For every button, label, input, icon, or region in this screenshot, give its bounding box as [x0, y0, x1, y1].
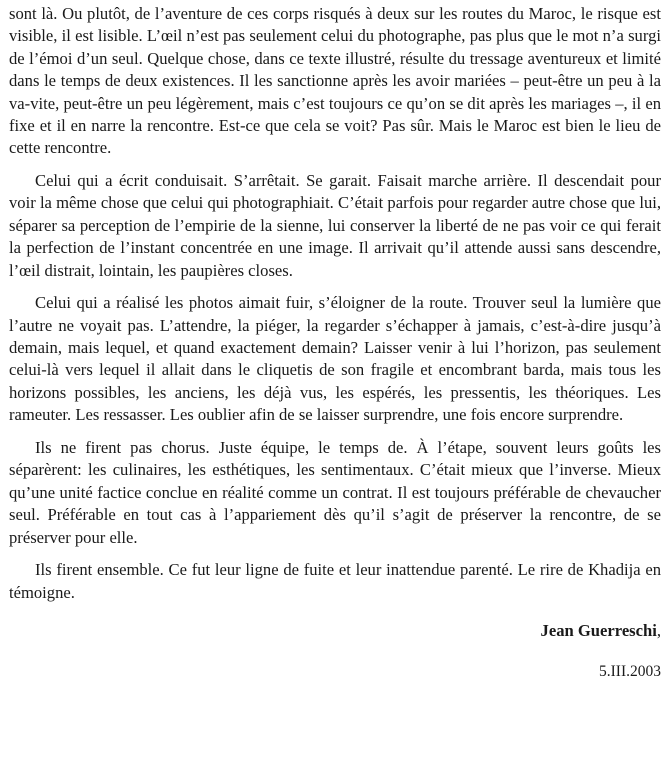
document-page [0, 3, 670, 760]
date: 5.III.2003 [599, 662, 661, 680]
paragraph-5: Ils firent ensemble. Ce fut leur ligne de fuite et leur inattendue parenté. Le rire de Khadija en témoigne. [9, 560, 661, 602]
paragraph-4: Ils ne firent pas chorus. Juste équipe, le temps de. À l’étape, souvent leurs goûts les séparèrent: les culinaires, les esthétiques, les sentimentaux. C’était mieux que l’inverse. Mieux qu’une unité factice conclue en réalité comme un contrat. Il est toujours préférable de chevaucher seul. Préférable en tout cas à l’appariement dès qu’il s’agit de préserver la rencontre, de se préserver pour elle. [9, 437, 661, 547]
paragraph-3: Celui qui a réalisé les photos aimait fuir, s’éloigner de la route. Trouver seul la lumière que l’autre ne voyait pas. L’attendre, la piéger, la regarder s’échapper à jamais, c’est-à-dire jusqu’à demain, mais lequel, et quand exactement demain? Laisser venir à lui l’horizon, pas seulement celui-là vers lequel il allait dans le cliquetis de son fragile et encombrant barda, mais tous les horizons possibles, les anciens, les déjà vus, les espérés, les pressentis, les théoriques. Les rameuter. Les ressasser. Les oublier afin de se laisser surprendre, une fois encore surprendre. [9, 293, 661, 425]
signature-name: Jean Guerreschi [540, 620, 657, 640]
paragraph-2: Celui qui a écrit conduisait. S’arrêtait. Se garait. Faisait marche arrière. Il descendait pour voir la même chose que celui qui photographiait. C’était parfois pour regarder autre chose que lui, séparer sa perception de l’empirie de la sienne, lui conserver la liberté de ne pas voir ce qui ferait la perfection de l’instant concentrée en une image. Il arrivait qu’il attende aussi sans descendre, l’œil distrait, lointain, les paupières closes. [9, 171, 661, 280]
signature-punctuation: , [656, 620, 661, 640]
paragraph-1: sont là. Ou plutôt, de l’aventure de ces corps risqués à deux sur les routes du Maroc, le risque est visible, il est lisible. L’œil n’est pas seulement celui du photographe, pas plus que le mot n’a surgi de l’émoi d’un seul. Quelque chose, dans ce texte illustré, résulte du tressage aventureux et limité dans le temps de deux existences. Il les sanctionne après les avoir mariées – peut-être un peu à la va-vite, peut-être un peu légèrement, mais c’est toujours ce qu’on se dit après les mariages –, il en fixe et il en narre la rencontre. Est-ce que cela se voit? Pas sûr. Mais le Maroc est bien le lieu de cette rencontre. [9, 4, 661, 158]
signature [9, 620, 661, 642]
